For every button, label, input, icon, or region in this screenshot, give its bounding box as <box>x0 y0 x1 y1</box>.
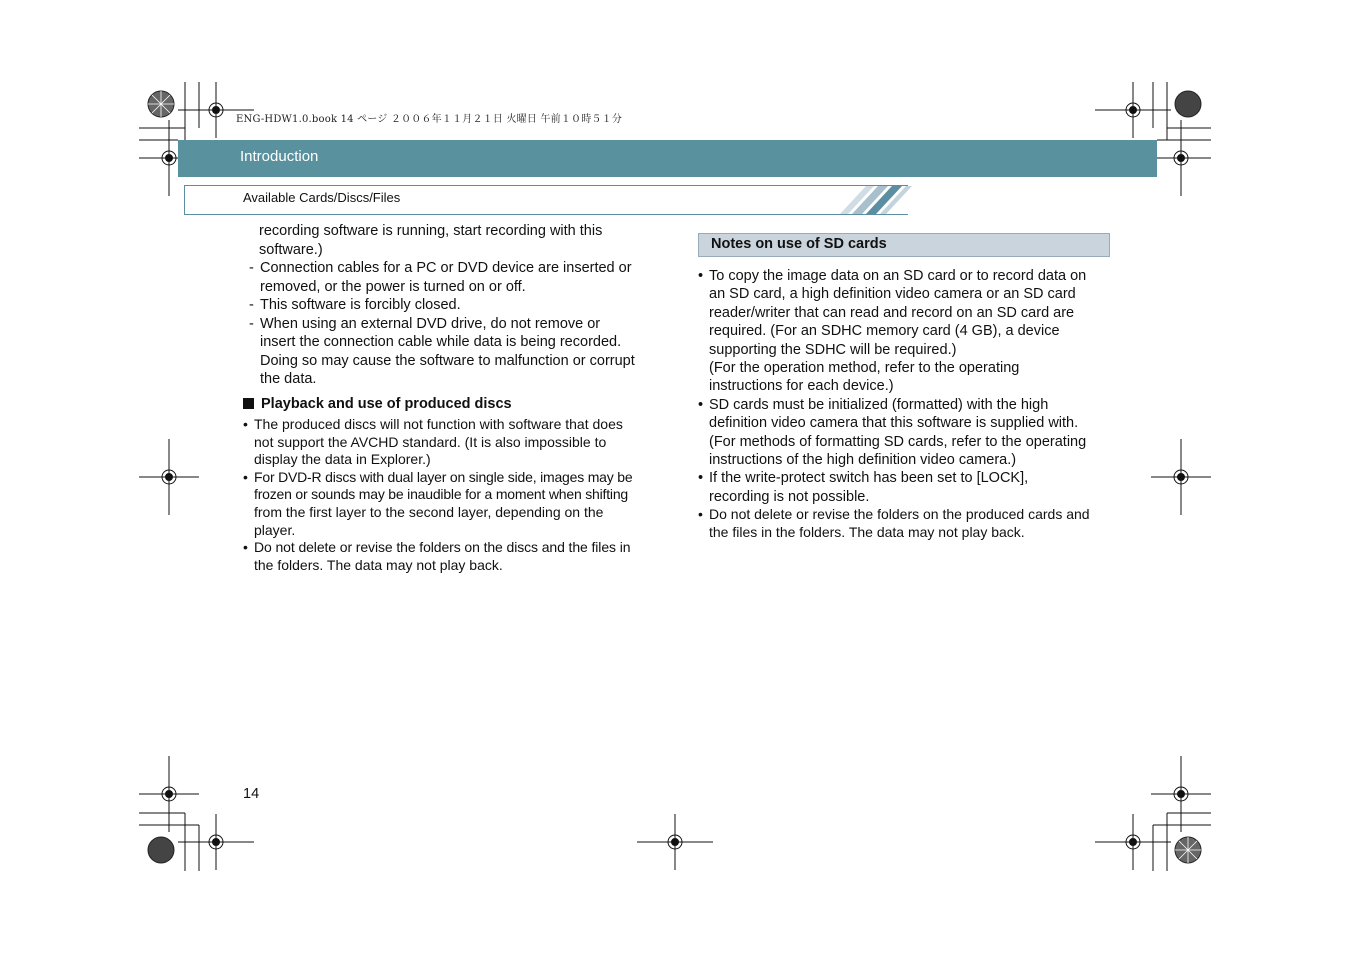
dash-list-item <box>249 296 659 315</box>
bullet-marker: • <box>698 268 704 284</box>
bullet-item <box>698 469 1113 506</box>
bullet-marker: • <box>243 416 248 432</box>
list-line: The produced discs will not function with software that does <box>254 416 623 432</box>
dash-marker: - <box>249 260 254 276</box>
list-line: insert the connection cable while data is being recorded. <box>260 334 622 350</box>
list-line: definition video camera that this software is supplied with. <box>709 415 1079 432</box>
list-line: This software is forcibly closed. <box>260 297 461 313</box>
section-title: Introduction <box>240 148 319 165</box>
bullet-marker: • <box>243 468 248 485</box>
bullet-marker: • <box>243 539 248 556</box>
list-line: Do not delete or revise the folders on the produced cards and <box>709 506 1090 523</box>
left-column-text <box>249 222 659 389</box>
bullet-item <box>698 267 1113 396</box>
continuation-line: recording software is running, start recording with this <box>259 223 603 239</box>
list-line: supporting the SDHC will be required.) <box>709 341 957 358</box>
list-line: For DVD-R discs with dual layer on single side, images may be <box>254 468 633 485</box>
list-line: the files in the folders. The data may not play back. <box>709 523 1025 540</box>
dash-list-item <box>249 259 659 296</box>
list-line: Do not delete or revise the folders on the discs and the files in <box>254 539 631 556</box>
bullet-marker: • <box>698 470 704 487</box>
playback-heading-text: Playback and use of produced discs <box>261 396 512 412</box>
page-number: 14 <box>243 786 260 802</box>
list-line: from the first layer to the second layer, depending on the <box>254 503 604 520</box>
list-line: Connection cables for a PC or DVD device are inserted or <box>260 260 632 276</box>
bullet-item <box>698 506 1113 541</box>
list-line: Doing so may cause the software to malfunction or corrupt <box>260 352 635 369</box>
list-line: When using an external DVD drive, do not remove or <box>260 315 601 332</box>
list-line: reader/writer that can read and record on an SD card are <box>709 304 1075 321</box>
dash-list-item <box>249 315 659 389</box>
list-line: instructions for each device.) <box>709 378 894 395</box>
list-line: an SD card, a high definition video camera or an SD card <box>709 286 1076 303</box>
list-line: (For methods of formatting SD cards, refer to the operating <box>709 433 1087 450</box>
subsection-title: Available Cards/Discs/Files <box>243 190 401 205</box>
list-line: To copy the image data on an SD card or to record data on <box>709 268 1087 284</box>
list-line: If the write-protect switch has been set to [LOCK], <box>709 470 1029 487</box>
list-line: recording is not possible. <box>709 488 870 505</box>
dash-marker: - <box>249 315 254 332</box>
section-header-band <box>178 140 1157 177</box>
bullet-marker: • <box>698 506 703 523</box>
playback-heading <box>243 396 512 412</box>
list-line: (For the operation method, refer to the operating <box>709 360 1020 377</box>
continuation-line: software.) <box>259 241 323 258</box>
decorative-stripes <box>838 185 918 215</box>
notes-heading: Notes on use of SD cards <box>711 236 887 252</box>
list-line: SD cards must be initialized (formatted) with the high <box>709 396 1049 413</box>
bullet-item <box>243 469 655 539</box>
bullet-item <box>243 539 655 574</box>
dash-marker: - <box>249 297 254 313</box>
book-file-header: ENG-HDW1.0.book 14 ページ ２００６年１１月２１日 火曜日 午前１０時５１分 <box>236 114 623 125</box>
square-bullet-icon <box>243 398 254 409</box>
playback-bullet-list <box>243 416 655 574</box>
list-line: instructions of the high definition video camera.) <box>709 452 1017 469</box>
list-line: the data. <box>260 371 317 387</box>
bullet-item <box>243 416 655 469</box>
list-line: frozen or sounds may be inaudible for a moment when shifting <box>254 486 628 503</box>
list-line: display the data in Explorer.) <box>254 451 431 468</box>
sd-notes-bullet-list <box>698 267 1113 541</box>
bullet-marker: • <box>698 396 704 413</box>
list-line: required. (For an SDHC memory card (4 GB), a device <box>709 323 1060 340</box>
bullet-item <box>698 396 1113 470</box>
list-line: the folders. The data may not play back. <box>254 556 503 573</box>
list-line: removed, or the power is turned on or off. <box>260 278 526 295</box>
list-line: not support the AVCHD standard. (It is also impossible to <box>254 433 607 450</box>
list-line: player. <box>254 521 296 538</box>
